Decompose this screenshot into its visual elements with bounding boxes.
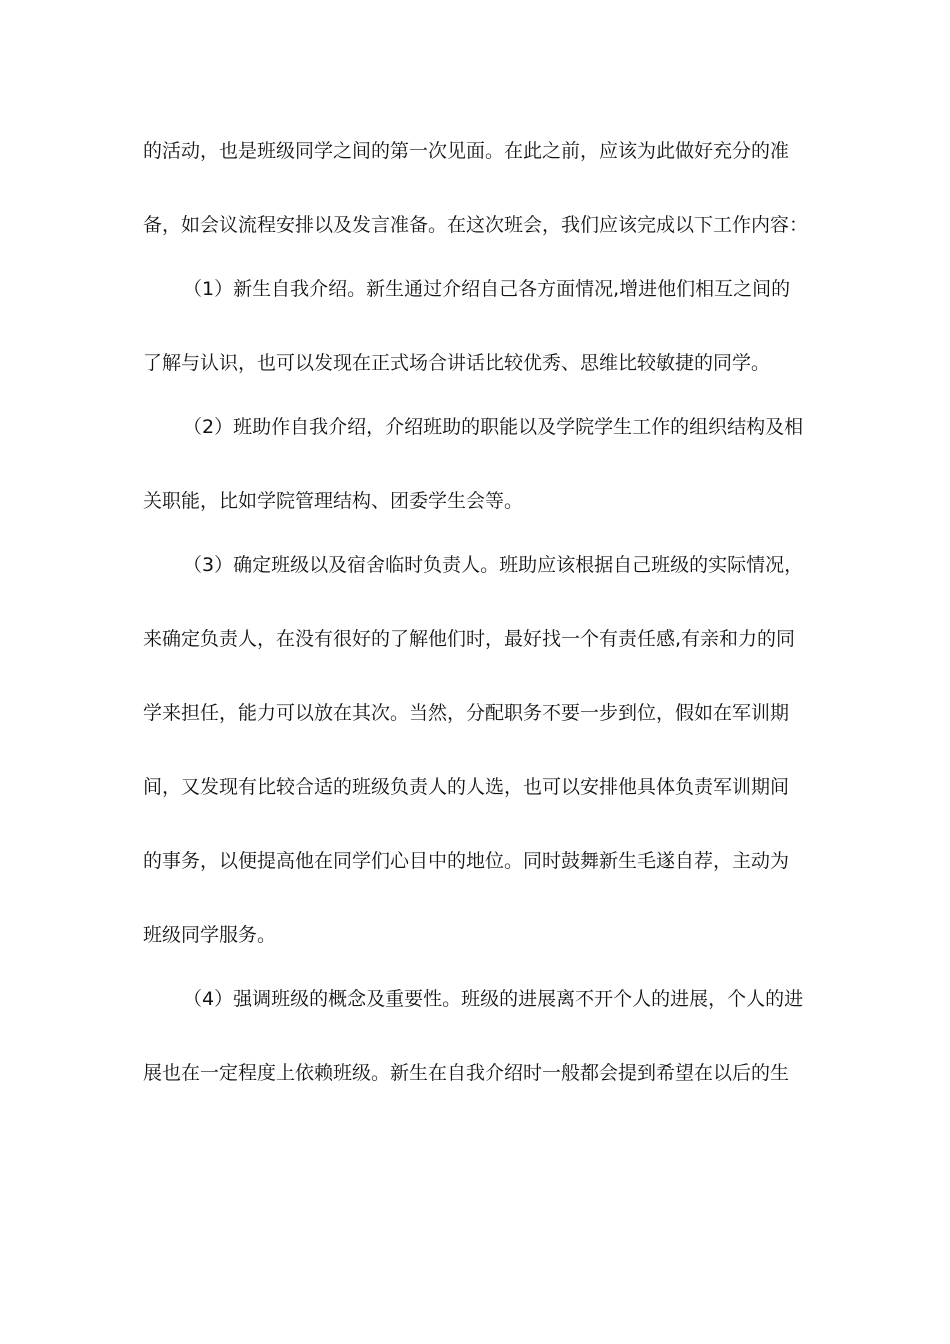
paragraph-4-start: （4）强调班级的概念及重要性。班级的进展离不开个人的进展，个人的进 <box>183 988 804 1010</box>
text-line: 备，如会议流程安排以及发言准备。在这次班会，我们应该完成以下工作内容： <box>143 214 809 236</box>
text-line: 了解与认识，也可以发现在正式场合讲话比较优秀、思维比较敏捷的同学。 <box>143 352 771 374</box>
text-line: 学来担任，能力可以放在其次。当然，分配职务不要一步到位，假如在军训期 <box>143 702 790 724</box>
text-line: 的活动，也是班级同学之间的第一次见面。在此之前，应该为此做好充分的准 <box>143 140 790 162</box>
paragraph-2-start: （2）班助作自我介绍，介绍班助的职能以及学院学生工作的组织结构及相 <box>183 416 804 438</box>
text-line: 间，又发现有比较合适的班级负责人的人选，也可以安排他具体负责军训期间 <box>143 776 790 798</box>
text-line: 展也在一定程度上依赖班级。新生在自我介绍时一般都会提到希望在以后的生 <box>143 1062 790 1084</box>
paragraph-1-start: （1）新生自我介绍。新生通过介绍自己各方面情况,增进他们相互之间的 <box>183 278 791 300</box>
text-line: 班级同学服务。 <box>143 924 277 946</box>
text-line: 的事务，以便提高他在同学们心目中的地位。同时鼓舞新生毛遂自荐，主动为 <box>143 850 790 872</box>
paragraph-3-start: （3）确定班级以及宿舍临时负责人。班助应该根据自己班级的实际情况， <box>183 554 804 576</box>
text-line: 关职能，比如学院管理结构、团委学生会等。 <box>143 490 524 512</box>
text-line: 来确定负责人，在没有很好的了解他们时，最好找一个有责任感,有亲和力的同 <box>143 628 796 650</box>
